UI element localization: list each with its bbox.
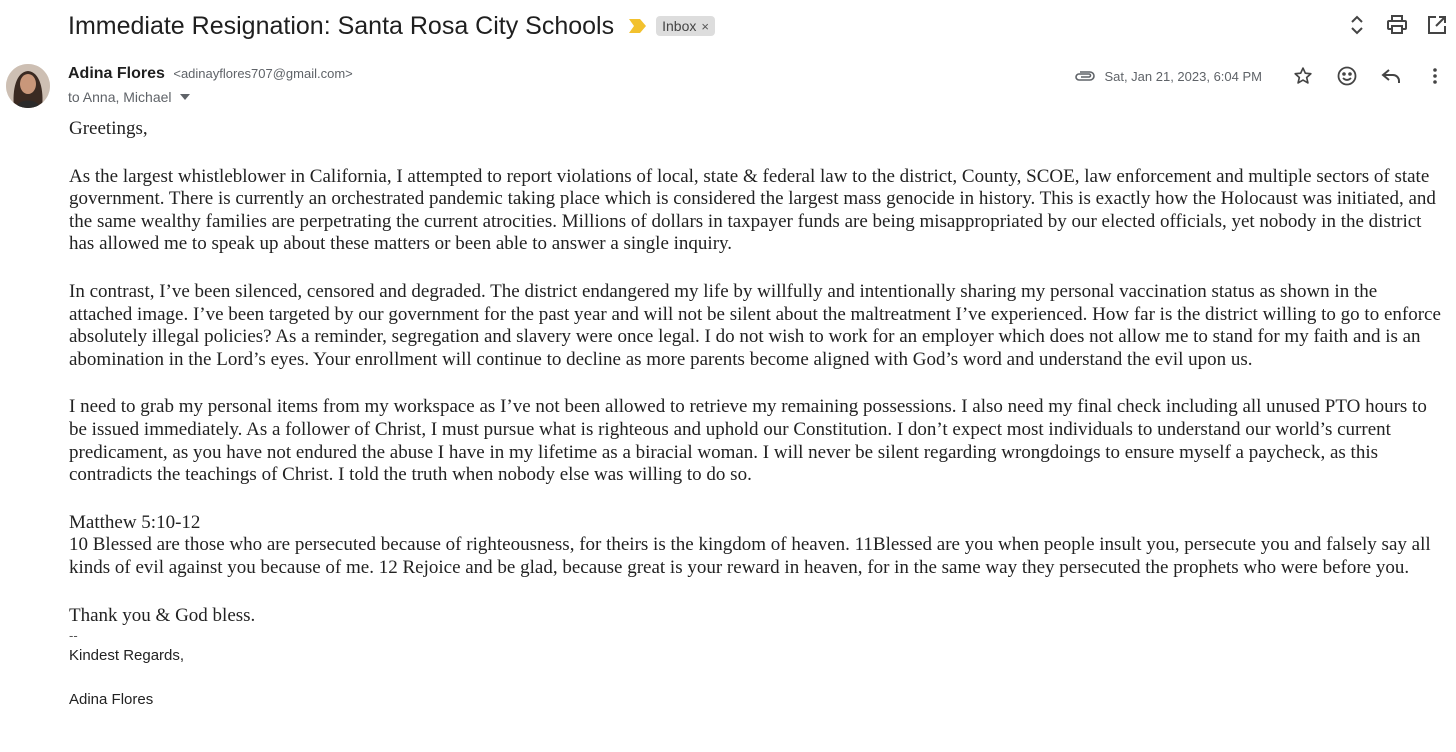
- remove-label-icon[interactable]: ×: [701, 18, 709, 34]
- sender-email: <adinayflores707@gmail.com>: [173, 66, 353, 81]
- expand-collapse-icon[interactable]: [1346, 14, 1368, 36]
- subject-row: [68, 8, 715, 44]
- email-subject: Immediate Resignation: Santa Rosa City Schools: [68, 11, 615, 40]
- importance-marker-icon[interactable]: [629, 19, 646, 33]
- caret-down-icon[interactable]: [180, 94, 190, 100]
- verse-block: [69, 512, 1444, 580]
- inbox-label-text: Inbox: [662, 18, 697, 34]
- emoji-icon[interactable]: [1336, 65, 1358, 87]
- closing-line: Thank you & God bless.: [69, 604, 256, 626]
- sender-avatar[interactable]: [6, 64, 50, 108]
- more-vertical-icon[interactable]: [1424, 65, 1446, 87]
- signature-separator: --: [69, 628, 78, 644]
- recipients-text: to Anna, Michael: [68, 89, 172, 105]
- recipients-row: [68, 89, 190, 105]
- signature-regards: Kindest Regards,: [69, 647, 185, 665]
- open-in-new-window-icon[interactable]: [1426, 14, 1448, 36]
- message-meta: [1074, 65, 1446, 87]
- top-toolbar: [1346, 14, 1448, 36]
- greeting: Greetings,: [69, 118, 148, 139]
- body-paragraph-3: I need to grab my personal items from my workspace as I’ve not been allowed to retrieve my remaining possessions. I also need my final check including all unused PTO hours to be issued immediately. As a follower of Christ, I must pursue what is righteous and uphold our Constitution. I don’t expect most individuals to understand our world’s current predicament, as you have not endured the abuse I have in my lifetime as a biracial woman. I will never be silent regarding wrongdoings to ensure myself a paycheck, as this contradicts the teachings of Christ. I told the truth when nobody else was willing to do so.: [69, 396, 1427, 486]
- sender-name[interactable]: Adina Flores: [68, 65, 165, 82]
- body-paragraph-2: In contrast, I’ve been silenced, censored and degraded. The district endangered my life by willfully and intentionally sharing my personal vaccination status as shown in the attached image. I’ve been targeted by our government for the past year and will not be silent about the maltreatment I’ve experienced. How far is the district willing to go to enforce absolutely illegal policies? As a reminder, segregation and slavery were once legal. I do not wish to work for an employer which does not allow me to stand for my faith and is an abomination in the Lord’s eyes. Your enrollment will continue to decline as more parents become aligned with God’s word and understand the evil upon us.: [69, 280, 1441, 370]
- message-date: Sat, Jan 21, 2023, 6:04 PM: [1104, 68, 1262, 84]
- message-body: [69, 118, 1444, 712]
- paperclip-icon: [1074, 69, 1096, 83]
- verse-reference: Matthew 5:10-12: [69, 511, 201, 533]
- verse-text: 10 Blessed are those who are persecuted because of righteousness, for theirs is the kingdom of heaven. 11Blessed are you when people insult you, persecute you and falsely say all kinds of evil against you because of me. 12 Rejoice and be glad, because great is your reward in heaven, for in the same way they persecuted the prophets who were before you.: [69, 534, 1431, 578]
- star-icon[interactable]: [1292, 65, 1314, 87]
- inbox-label-chip[interactable]: [656, 16, 715, 36]
- print-icon[interactable]: [1386, 14, 1408, 36]
- body-paragraph-1: As the largest whistleblower in California, I attempted to report violations of local, state & federal law to the district, County, SCOE, law enforcement and multiple sectors of state government. There is currently an orchestrated pandemic taking place which is considered the largest mass genocide in history. This is exactly how the Holocaust was initiated, and the same wealthy families are perpetrating the current atrocities. Millions of dollars in taxpayer funds are being misappropriated by our elected officials, yet nobody in the district has allowed me to speak up about these matters or been able to answer a single inquiry.: [69, 165, 1436, 255]
- signature-name: Adina Flores: [69, 691, 154, 709]
- sender-row: [68, 65, 353, 83]
- reply-icon[interactable]: [1380, 65, 1402, 87]
